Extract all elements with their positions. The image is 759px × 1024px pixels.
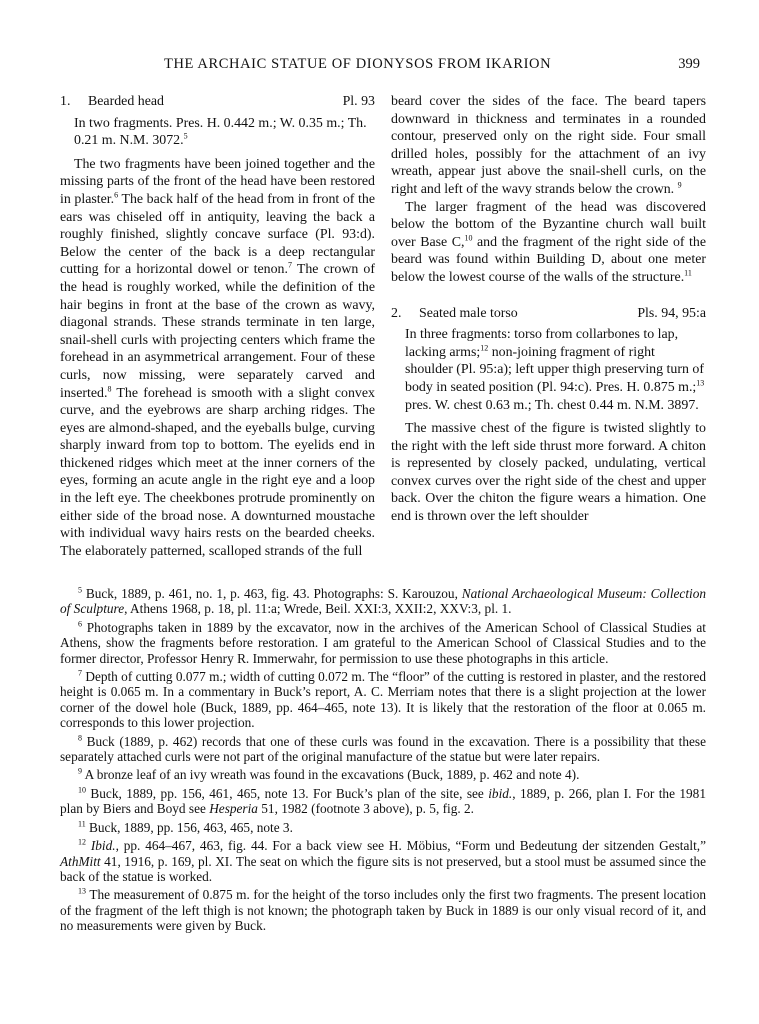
footnote-ref: 13 (696, 378, 705, 388)
page-number: 399 (678, 56, 700, 72)
section-2-number: 2. (391, 305, 402, 321)
footnote-10: $^{10}$ Buck, 1889, pp. 156, 461, 465, note 13. For Buck’s plan of the site, see ibid., 1889, p. 266, plan I. For the 1981 plan by Biers and Boyd see Hesperia 51, 1982 (footnote 3 above), p. 5, fig. 2. (60, 785, 706, 817)
footnote-ref: 7 (287, 260, 292, 270)
footnote-ref: 5 (183, 131, 188, 141)
section-2-heading (391, 305, 706, 323)
footnote-11: $^{11}$ Buck, 1889, pp. 156, 463, 465, note 3. (78, 819, 293, 835)
left-column (60, 93, 375, 560)
running-header (60, 56, 700, 76)
section-2-specs: In three fragments: torso from collarbones to lap, lacking arms;$^{12}$ non-joining fragment of right shoulder (Pl. 95:a); left upper thigh preserving turn of body in seated position (Pl. 94:c). Pres. H. 0.875 m.;$^{13}$ pres. W. chest 0.63 m.; Th. chest 0.44 m. N.M. 3897. (405, 327, 705, 413)
section-gap (391, 287, 706, 305)
footnote-12: $^{12}$ Ibid., pp. 464–467, 463, fig. 44. For a back view see H. Möbius, “Form und Bedeutung der sitzenden Gestalt,” AthMitt 41, 1916, p. 169, pl. XI. The seat on which the figure sits is not preserved, but a stool must be assumed since the back of the statue is worked. (60, 837, 707, 884)
section-1-paragraph-continued: beard cover the sides of the face. The beard tapers downward in thickness and terminates in a rounded contour, preserved only on the right side. Four small drilled holes, possibly for the attachment of an ivy wreath, appear just above the snail-shell curls, on the right and left of the wavy strands below the crown. $^9$ (391, 94, 706, 197)
right-column (391, 93, 706, 526)
footnote-9: $^9$ A bronze leaf of an ivy wreath was found in the excavations (Buck, 1889, p. 462 and note 4). (78, 767, 580, 783)
section-1-title: Bearded head (88, 94, 164, 109)
footnote-ref: 10 (464, 233, 473, 243)
footnote-ref: 12 (480, 343, 489, 353)
footnote-8: $^8$ Buck (1889, p. 462) records that one of these curls was found in the excavation. There is a possibility that these separately attached curls were not part of the original manufacture of the statue but were later repairs. (60, 733, 706, 765)
section-1-heading (60, 93, 375, 111)
section-1-paragraph: The two fragments have been joined together and the missing parts of the front of the head have been restored in plaster.$^6$ The back half of the head from in front of the ears was chiseled off in antiquity, leaving the back a roughly finished, slightly concave surface (Pl. 93:d). Below the center of the back is a deep rectangular cutting for a horizontal dowel or tenon.$^7$ The crown of the head is roughly worked, while the definition of the hair begins in front at the base of the crown as wavy, diagonal strands. These strands terminate in ten large, snail-shell curls with projecting centers which frame the forehead in an asymmetrical arrangement. Four of these curls, now missing, were separately carved and inserted.$^8$ The forehead is smooth with a slight convex curve, and the eyebrows are sharp arching ridges. The eyes are almond-shaped, and the eyeballs bulge, curving sharply inward from top to bottom. The eyelids end in thickened ridges which meet at the inner corners of the eyes, forming an acute angle in the right eye and a loop in the left eye. The cheekbones protrude prominently on either side of the broad nose. A downturned moustache with individual wavy hairs rests on the bearded cheeks. The elaborately patterned, scalloped strands of the full (60, 156, 375, 559)
footnote-ref: 11 (684, 268, 692, 278)
section-1-number: 1. (60, 94, 71, 109)
footnote-5: $^5$ Buck, 1889, p. 461, no. 1, p. 463, fig. 43. Photographs: S. Karouzou, National Archaeological Museum: Collection of Sculpture, Athens 1968, p. 18, pl. 11:a; Wrede, Beil. XXI:3, XXII:2, XXV:3, pl. 1. (60, 585, 707, 617)
section-1-paragraph-2: The larger fragment of the head was discovered below the bottom of the Byzantine church wall built over Base C,$^{10}$ and the fragment of the right side of the beard was found within Building D, about one meter below the lowest course of the walls of the structure.$^{11}$ (391, 199, 706, 285)
footnotes (60, 586, 706, 937)
footnote-ref: 6 (114, 190, 119, 200)
section-2-plate-ref: Pls. 94, 95:a (637, 305, 706, 321)
section-1-plate-ref: Pl. 93 (342, 94, 375, 109)
footnote-7: $^7$ Depth of cutting 0.077 m.; width of cutting 0.072 m. The “floor” of the cutting is restored in plaster, and the restored height is 0.065 m. In a commentary in Buck’s report, A. C. Merriam notes that there is a slight projection at the lower corner of the dowel hole (Buck, 1889, pp. 464–465, note 13). It is likely that the restoration of the floor at 0.065 m. corresponds to this lower projection. (60, 668, 706, 731)
section-1-specs: In two fragments. Pres. H. 0.442 m.; W. 0.35 m.; Th. 0.21 m. N.M. 3072.$^5$ (74, 115, 367, 149)
section-2-paragraph: The massive chest of the figure is twisted slightly to the right with the left side thrust more forward. A chiton is represented by closely packed, undulating, vertical convex curves over the right side of the chest and upper back. Over the chiton the figure wears a himation. One end is thrown over the left shoulder (391, 421, 706, 525)
section-2-title: Seated male torso (419, 305, 518, 321)
footnote-ref: 9 (677, 180, 682, 190)
footnote-ref: 8 (107, 383, 112, 393)
footnote-13: $^{13}$ The measurement of 0.875 m. for the height of the torso includes only the first two fragments. The present location of the fragment of the left thigh is not known; the photograph taken by Buck in 1889 is our only visual record of it, and no measurements were given by Buck. (60, 886, 706, 934)
running-title: THE ARCHAIC STATUE OF DIONYSOS FROM IKARION (164, 56, 552, 72)
footnote-6: $^6$ Photographs taken in 1889 by the excavator, now in the archives of the American School of Classical Studies at Athens, show the fragments before restoration. I am grateful to the American School of Classical Studies and to the former director, Professor Henry R. Immerwahr, for permission to use these photographs in this article. (60, 619, 706, 666)
